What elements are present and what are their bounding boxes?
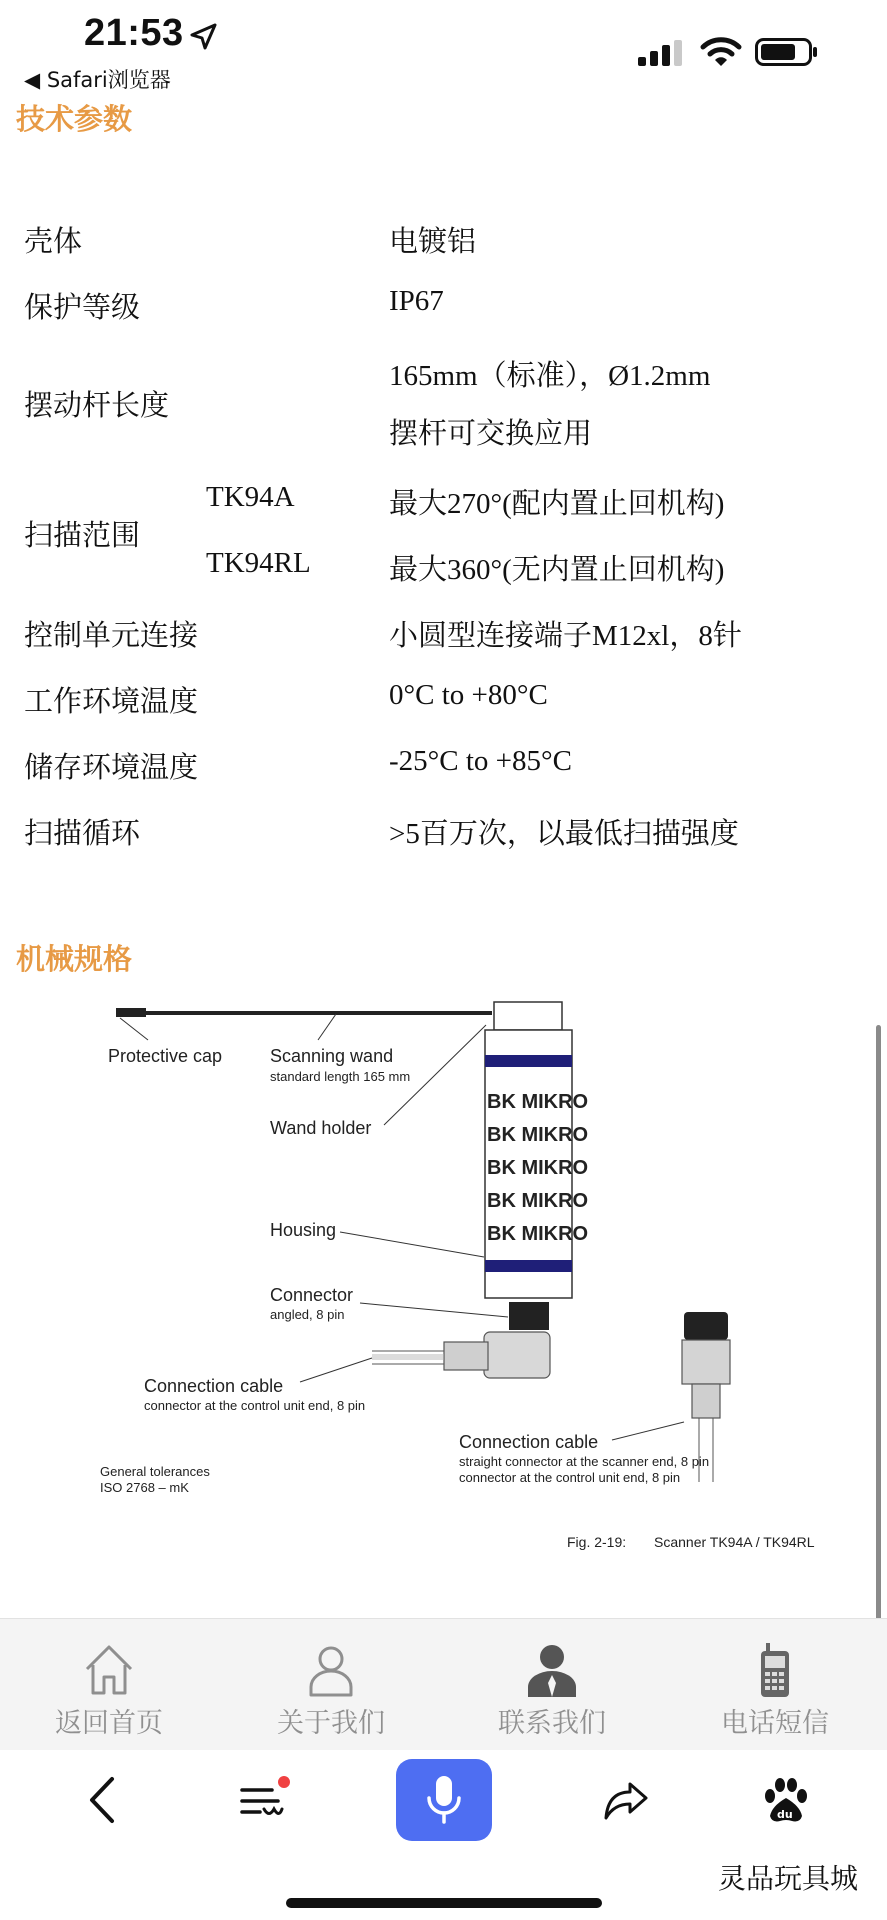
fig-caption: Scanner TK94A / TK94RL <box>654 1534 815 1550</box>
scanner-diagram <box>0 990 887 1570</box>
spec-value-wand-length-line1: 165mm（标准），Ø1.2mm <box>389 360 711 392</box>
menu-button[interactable] <box>234 1772 290 1828</box>
tech-params-title: 技术参数 <box>16 102 133 136</box>
spec-label-storage-temp: 储存环境温度 <box>24 750 199 784</box>
label-wand-holder: Wand holder <box>270 1118 372 1138</box>
microphone-icon <box>424 1774 464 1826</box>
battery-icon <box>755 38 819 66</box>
label-scanning-wand-sub: standard length 165 mm <box>270 1069 411 1084</box>
nav-item-contact[interactable] <box>452 1619 652 1751</box>
share-arrow-icon <box>602 1778 650 1822</box>
nav-label-home: 返回首页 <box>55 1708 163 1739</box>
label-cable-left: Connection cable <box>144 1376 284 1396</box>
wifi-icon <box>700 36 742 68</box>
label-tolerances-1: General tolerances <box>100 1464 210 1479</box>
fig-number: Fig. 2-19: <box>567 1534 627 1550</box>
browser-toolbar <box>0 1750 887 1920</box>
chevron-left-icon <box>88 1776 116 1824</box>
label-housing: Housing <box>270 1220 337 1240</box>
user-icon <box>303 1641 359 1699</box>
status-time: 21:53 <box>84 12 184 54</box>
watermark-text: 灵品玩具城 <box>718 1862 859 1895</box>
spec-value-tk94rl: 最大360°(无内置止回机构) <box>389 554 725 586</box>
contact-person-icon <box>524 1641 580 1699</box>
mech-spec-title: 机械规格 <box>16 942 133 976</box>
spec-value-connection: 小圆型连接端子M12xl，8针 <box>389 620 742 652</box>
spec-model-tk94rl: TK94RL <box>206 547 311 579</box>
spec-value-housing: 电镀铝 <box>389 226 477 258</box>
brand-label-2: BK MIKRO <box>487 1124 589 1146</box>
spec-value-wand-length-line2: 摆杆可交换应用 <box>389 418 593 450</box>
nav-item-about[interactable] <box>231 1619 431 1751</box>
home-icon <box>81 1641 137 1699</box>
nav-item-home[interactable] <box>9 1619 209 1751</box>
spec-label-housing: 壳体 <box>24 224 83 258</box>
spec-value-tk94a: 最大270°(配内置止回机构) <box>389 488 725 520</box>
location-arrow-icon <box>188 22 218 52</box>
brand-label-3: BK MIKRO <box>487 1157 589 1179</box>
straight-connector-shape <box>684 1312 728 1340</box>
label-scanning-wand: Scanning wand <box>270 1046 394 1066</box>
wand-holder-shape <box>494 1002 562 1030</box>
label-cable-right-sub1: straight connector at the scanner end, 8 pin <box>459 1454 710 1469</box>
spec-label-scan-cycles: 扫描循环 <box>24 816 141 850</box>
nav-label-phone: 电话短信 <box>721 1708 829 1739</box>
spec-label-scan-range: 扫描范围 <box>24 518 141 552</box>
cellular-signal-icon <box>638 40 684 66</box>
label-cable-left-sub: connector at the control unit end, 8 pin <box>144 1398 366 1413</box>
spec-model-tk94a: TK94A <box>206 481 295 513</box>
phone-icon <box>747 1641 803 1699</box>
nav-item-phone[interactable] <box>675 1619 875 1751</box>
share-button[interactable] <box>598 1772 654 1828</box>
notification-badge <box>278 1776 290 1788</box>
label-tolerances-2: ISO 2768 – mK <box>100 1480 189 1495</box>
home-indicator[interactable] <box>286 1898 602 1908</box>
brand-label-5: BK MIKRO <box>487 1223 589 1245</box>
label-cable-right-sub2: connector at the control unit end, 8 pin <box>459 1470 681 1485</box>
label-connector: Connector <box>270 1285 354 1305</box>
back-button[interactable] <box>78 1772 126 1828</box>
label-connector-sub: angled, 8 pin <box>270 1307 345 1322</box>
spec-value-operating-temp: 0°C to +80°C <box>389 679 548 711</box>
svg-text:du: du <box>777 1808 793 1821</box>
nav-label-contact: 联系我们 <box>498 1708 606 1739</box>
connector-shape <box>509 1302 549 1330</box>
page-scrollbar[interactable] <box>876 1025 881 1650</box>
spec-label-protection: 保护等级 <box>24 290 141 324</box>
spec-value-scan-cycles: >5百万次，以最低扫描强度 <box>389 818 739 850</box>
back-to-app-link[interactable]: ◀ Safari浏览器 <box>24 68 171 92</box>
voice-search-button[interactable] <box>396 1759 492 1841</box>
protective-cap-shape <box>116 1008 146 1017</box>
nav-label-about: 关于我们 <box>277 1708 385 1739</box>
brand-label-1: BK MIKRO <box>487 1091 589 1113</box>
spec-label-wand-length: 摆动杆长度 <box>24 388 170 422</box>
baidu-button[interactable] <box>756 1770 816 1830</box>
spec-label-connection: 控制单元连接 <box>24 618 199 652</box>
brand-label-4: BK MIKRO <box>487 1190 589 1212</box>
spec-value-storage-temp: -25°C to +85°C <box>389 745 572 777</box>
spec-value-protection: IP67 <box>389 285 444 317</box>
label-cable-right: Connection cable <box>459 1432 599 1452</box>
label-protective-cap: Protective cap <box>108 1046 223 1066</box>
bottom-nav <box>0 1618 887 1750</box>
baidu-paw-icon <box>762 1776 810 1824</box>
spec-label-operating-temp: 工作环境温度 <box>24 684 199 718</box>
